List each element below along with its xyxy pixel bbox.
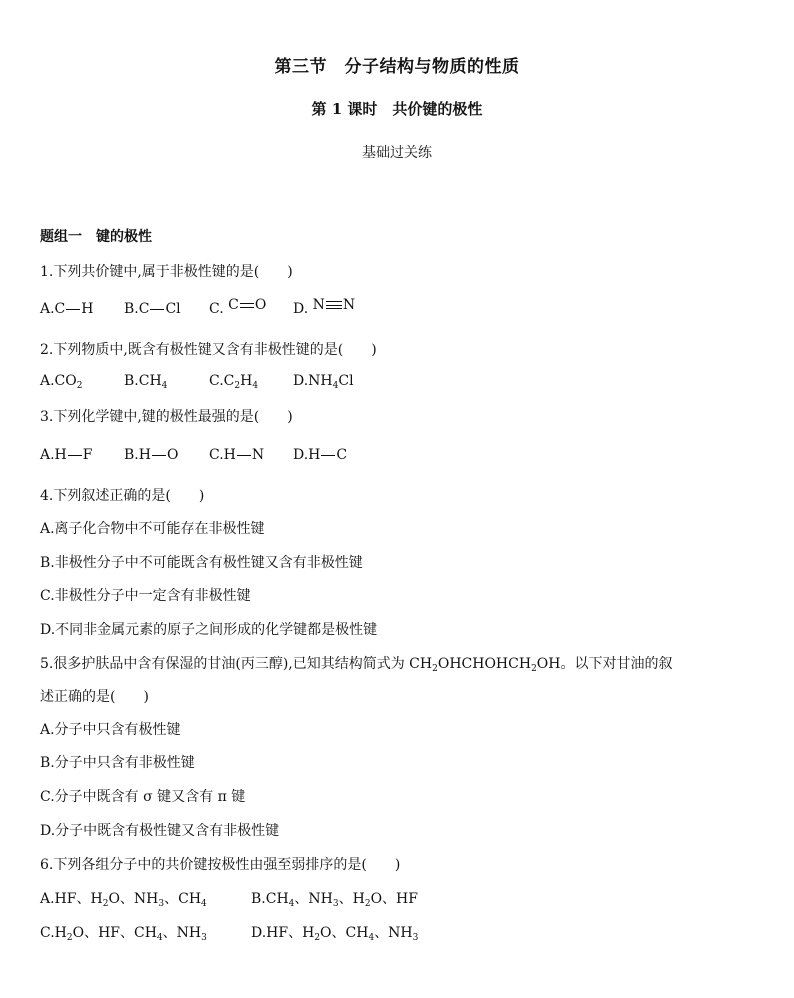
q1-option-c: C. C O	[209, 297, 267, 317]
single-bond-mark	[152, 455, 166, 456]
page-title: 第三节 分子结构与物质的性质	[274, 57, 520, 77]
q4-option-a: A.离子化合物中不可能存在非极性键	[40, 521, 265, 537]
single-bond-mark	[150, 309, 164, 310]
q2-option-c: $C.C_2H_4$	[209, 373, 259, 391]
q4-option-b: B.非极性分子中不可能既含有极性键又含有非极性键	[40, 555, 363, 571]
question-4-stem: 4.下列叙述正确的是( )	[40, 488, 205, 504]
q3-option-a: A.H F	[40, 447, 93, 463]
q1-option-b: B.C Cl	[124, 301, 181, 317]
section-label: 基础过关练	[362, 145, 432, 161]
q3-option-d: D.H C	[293, 447, 348, 463]
question-5-stem-line-2: 述正确的是( )	[40, 689, 149, 705]
q5-option-c: C.分子中既含有 σ 键又含有 π 键	[40, 789, 246, 805]
q3-option-c: C.H N	[209, 447, 265, 463]
q1-option-d: D. N N	[293, 297, 356, 317]
q3-option-b: B.H O	[124, 447, 179, 463]
question-2-stem: 2.下列物质中,既含有极性键又含有非极性键的是( )	[40, 342, 377, 358]
group-heading: 题组一 键的极性	[40, 229, 152, 245]
lesson-subtitle: 第 1 课时 共价键的极性	[311, 100, 483, 118]
q5-option-b: B.分子中只含有非极性键	[40, 755, 195, 771]
q6-option-a: A.HF、$H_2O$、$NH_3$、$CH_4$	[40, 891, 207, 909]
single-bond-mark	[237, 455, 251, 456]
q4-option-d: D.不同非金属元素的原子之间形成的化学键都是极性键	[40, 622, 378, 638]
q2-option-b: $B.CH_4$	[124, 373, 168, 391]
q6-option-b: $B.CH_4$、$NH_3$、$H_2O$、HF	[251, 891, 418, 909]
q6-option-c: $C.H_2O$、HF、$CH_4$、$NH_3$	[40, 925, 207, 943]
double-bond-mark	[240, 303, 254, 308]
q6-option-d: D.HF、$H_2O$、$CH_4$、$NH_3$	[251, 925, 419, 943]
carbon-oxygen-double-bond-structure: C O	[228, 297, 267, 313]
question-6-stem: 6.下列各组分子中的共价键按极性由强至弱排序的是( )	[40, 857, 401, 873]
question-3-stem: 3.下列化学键中,键的极性最强的是( )	[40, 409, 293, 425]
q5-option-a: A.分子中只含有极性键	[40, 722, 181, 738]
single-bond-mark	[66, 309, 80, 310]
q2-option-a: $A.CO_2$	[40, 373, 83, 391]
q1-option-a: A.C H	[40, 301, 94, 317]
q2-option-d: $D.NH_4Cl$	[293, 373, 354, 391]
single-bond-mark	[68, 455, 82, 456]
single-bond-mark	[321, 455, 335, 456]
q4-option-c: C.非极性分子中一定含有非极性键	[40, 588, 251, 604]
question-1-stem: 1.下列共价键中,属于非极性键的是( )	[40, 264, 293, 280]
q5-option-d: D.分子中既含有极性键又含有非极性键	[40, 823, 280, 839]
triple-bond-mark	[326, 305, 342, 306]
question-5-stem-line-1: 5.很多护肤品中含有保湿的甘油(丙三醇),已知其结构简式为 $CH_2OHCHOHCH_2OH$。以下对甘油的叙	[40, 656, 673, 674]
nitrogen-triple-bond-structure: N N	[312, 297, 356, 313]
